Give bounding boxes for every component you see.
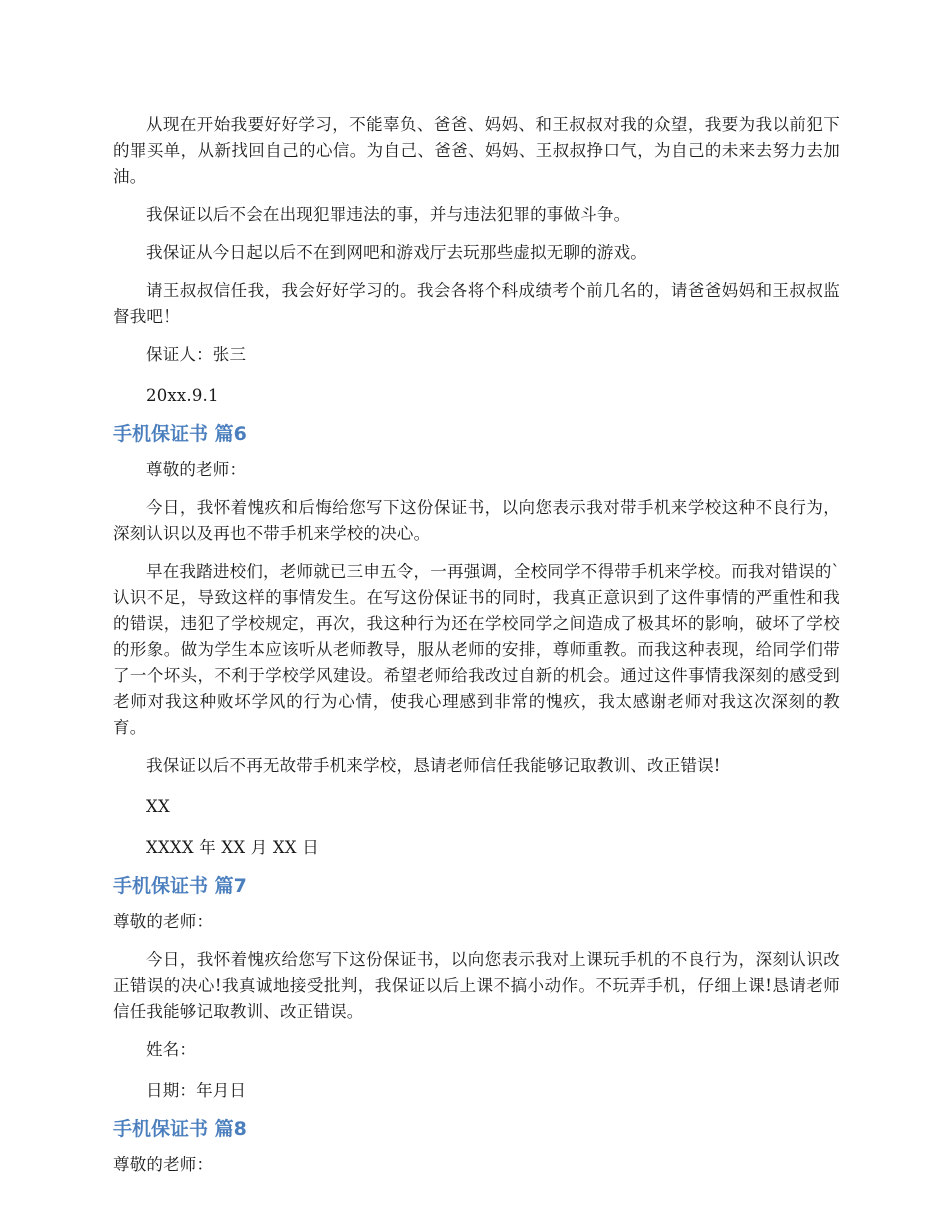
- document-page: [113, 112, 840, 1190]
- date: XXXX 年 XX 月 XX 日: [146, 838, 319, 857]
- signatory: XX: [146, 797, 170, 816]
- paragraph: 从现在开始我要好好学习，不能辜负、爸爸、妈妈、和王叔叔对我的众望，我要为我以前犯下的罪买单，从新找回自己的心信。为自己、爸爸、妈妈、王叔叔挣口气，为自己的未来去努力去加油。: [113, 115, 840, 186]
- signatory: 保证人：张三: [146, 345, 247, 364]
- paragraph: 今日，我怀着愧疚和后悔给您写下这份保证书，以向您表示我对带手机来学校这种不良行为，深刻认识以及再也不带手机来学校的决心。: [113, 498, 840, 543]
- paragraph: 我保证以后不会在出现犯罪违法的事，并与违法犯罪的事做斗争。: [146, 205, 631, 224]
- date-field: 日期：年月日: [146, 1081, 247, 1100]
- paragraph: 请王叔叔信任我，我会好好学习的。我会各将个科成绩考个前几名的，请爸爸妈妈和王叔叔监督我吧！: [113, 281, 840, 326]
- name-field: 姓名：: [146, 1040, 197, 1059]
- salutation: 尊敬的老师：: [113, 1155, 214, 1174]
- section-heading-6: 手机保证书 篇6: [113, 423, 247, 445]
- section-heading-7: 手机保证书 篇7: [113, 875, 247, 897]
- paragraph: 我保证从今日起以后不在到网吧和游戏厅去玩那些虚拟无聊的游戏。: [146, 243, 647, 262]
- salutation: 尊敬的老师：: [113, 912, 214, 931]
- salutation: 尊敬的老师：: [146, 460, 247, 479]
- section-heading-8: 手机保证书 篇8: [113, 1118, 247, 1140]
- paragraph: 我保证以后不再无故带手机来学校，恳请老师信任我能够记取教训、改正错误!: [146, 756, 721, 775]
- paragraph: 今日，我怀着愧疚给您写下这份保证书，以向您表示我对上课玩手机的不良行为，深刻认识改正错误的决心!我真诚地接受批判，我保证以后上课不搞小动作。不玩弄手机，仔细上课!恳请老师信任我能够记取教训、改正错误。: [113, 950, 840, 1021]
- date: 20xx.9.1: [146, 386, 219, 405]
- paragraph: 早在我踏进校们，老师就已三申五令，一再强调，全校同学不得带手机来学校。而我对错误的`认识不足，导致这样的事情发生。在写这份保证书的同时，我真正意识到了这件事情的严重性和我的错误，违犯了学校规定，再次，我这种行为还在学校同学之间造成了极其坏的影响，破坏了学校的形象。做为学生本应该听从老师教导，服从老师的安排，尊师重教。而我这种表现，给同学们带了一个坏头，不利于学校学风建设。希望老师给我改过自新的机会。通过这件事情我深刻的感受到老师对我这种败坏学风的行为心情，使我心理感到非常的愧疚，我太感谢老师对我这次深刻的教育。: [113, 562, 840, 737]
